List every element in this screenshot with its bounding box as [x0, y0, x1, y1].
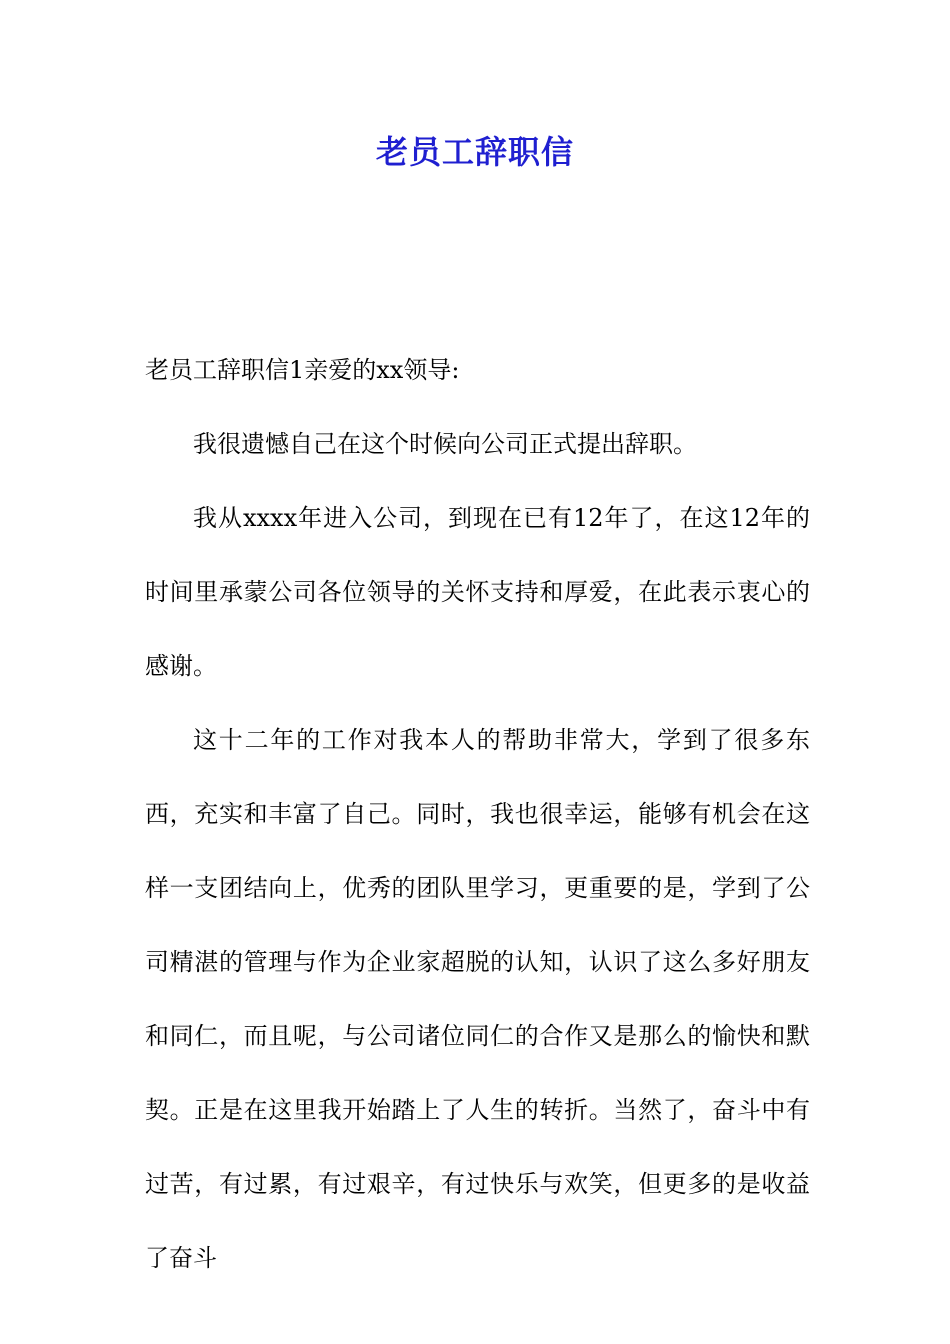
- document-title: 老员工辞职信: [375, 133, 574, 171]
- body-paragraph: 我很遗憾自己在这个时候向公司正式提出辞职。: [193, 430, 697, 458]
- body-paragraph: 我从xxxx年进入公司，到现在已有12年了，在这12年的时间里承蒙公司各位领导的关怀支持和厚爱，在此表示衷心的感谢。: [145, 504, 810, 680]
- salutation-paragraph: 老员工辞职信1亲爱的xx领导:: [145, 356, 460, 384]
- body-paragraph: 这十二年的工作对我本人的帮助非常大，学到了很多东西，充实和丰富了自己。同时，我也很幸运，能够有机会在这样一支团结向上，优秀的团队里学习，更重要的是，学到了公司精湛的管理与作为企业家超脱的认知，认识了这么多好朋友和同仁，而且呢，与公司诸位同仁的合作又是那么的愉快和默契。正是在这里我开始踏上了人生的转折。当然了，奋斗中有过苦，有过累，有过艰辛，有过快乐与欢笑，但更多的是收益了奋斗: [145, 726, 810, 1272]
- document-body: [145, 333, 810, 1295]
